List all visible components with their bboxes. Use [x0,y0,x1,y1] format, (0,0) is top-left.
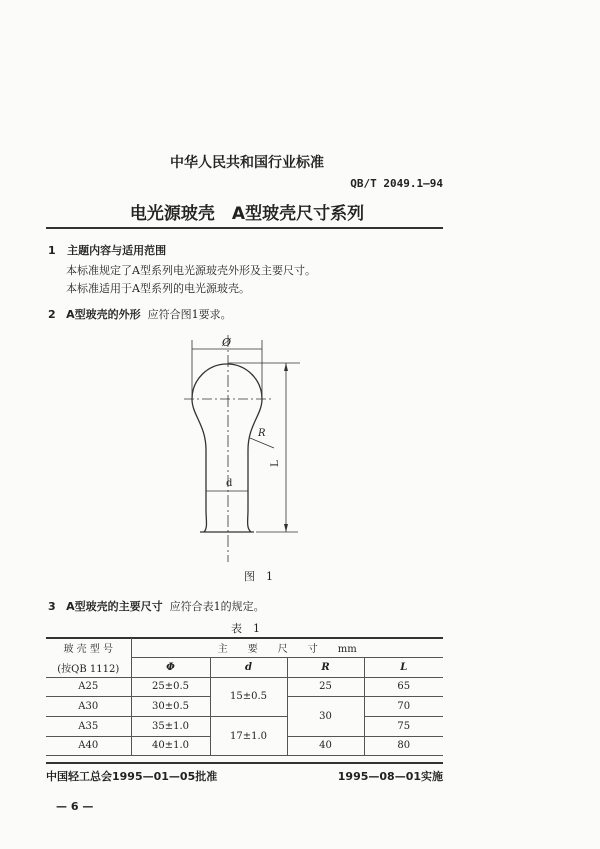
cell-model: A40 [46,736,131,756]
table-caption: 表 1 [231,622,260,635]
dimensions-table [46,638,443,756]
col-d: d [210,658,287,678]
table-row [46,716,443,736]
cell-r: 30 [287,697,364,736]
col-phi: Φ [131,658,210,678]
footer-rule [46,762,443,764]
length-label: L [269,460,281,467]
cell-l: 80 [364,736,443,756]
neck-diameter-label: d [226,478,233,489]
dims-header: 主 要 尺 寸 mm [131,638,443,658]
cell-d: 15±0.5 [210,677,287,716]
section-3: 3 A型玻壳的主要尺寸 应符合表1的规定。 [48,600,265,613]
section-2: 2 A型玻壳的外形 应符合图1要求。 [48,308,232,321]
figure-caption: 图 1 [244,570,273,583]
diameter-label: Ø [222,336,232,349]
cell-phi: 35±1.0 [131,716,210,736]
approval-date: 中国轻工总会1995—01—05批准 [46,770,218,783]
model-header: 玻 壳 型 号 [46,638,131,658]
model-subheader: (按QB 1112) [46,658,131,678]
section-1-heading: 1 主题内容与适用范围 [48,244,167,257]
col-r: R [287,658,364,678]
cell-r: 40 [287,736,364,756]
cell-l: 65 [364,677,443,697]
cell-phi: 30±0.5 [131,697,210,717]
document-title: 电光源玻壳 A型玻壳尺寸系列 [129,204,365,224]
effective-date: 1995—08—01实施 [337,770,443,783]
table-row [46,677,443,697]
cell-model: A35 [46,716,131,736]
cell-d: 17±1.0 [210,716,287,755]
cell-r: 25 [287,677,364,697]
section-1-line-2: 本标准适用于A型系列的电光源玻壳。 [66,282,250,295]
col-l: L [364,658,443,678]
radius-label: R [258,428,266,439]
standard-code: QB/T 2049.1—94 [350,177,443,190]
page-number: — 6 — [56,800,94,813]
section-1-line-1: 本标准规定了A型系列电光源玻壳外形及主要尺寸。 [66,264,316,277]
cell-model: A25 [46,677,131,697]
cell-l: 70 [364,697,443,717]
cell-phi: 40±1.0 [131,736,210,756]
cell-model: A30 [46,697,131,717]
cell-phi: 25±0.5 [131,677,210,697]
issuing-org: 中华人民共和国行业标准 [170,155,324,171]
cell-l: 75 [364,716,443,736]
